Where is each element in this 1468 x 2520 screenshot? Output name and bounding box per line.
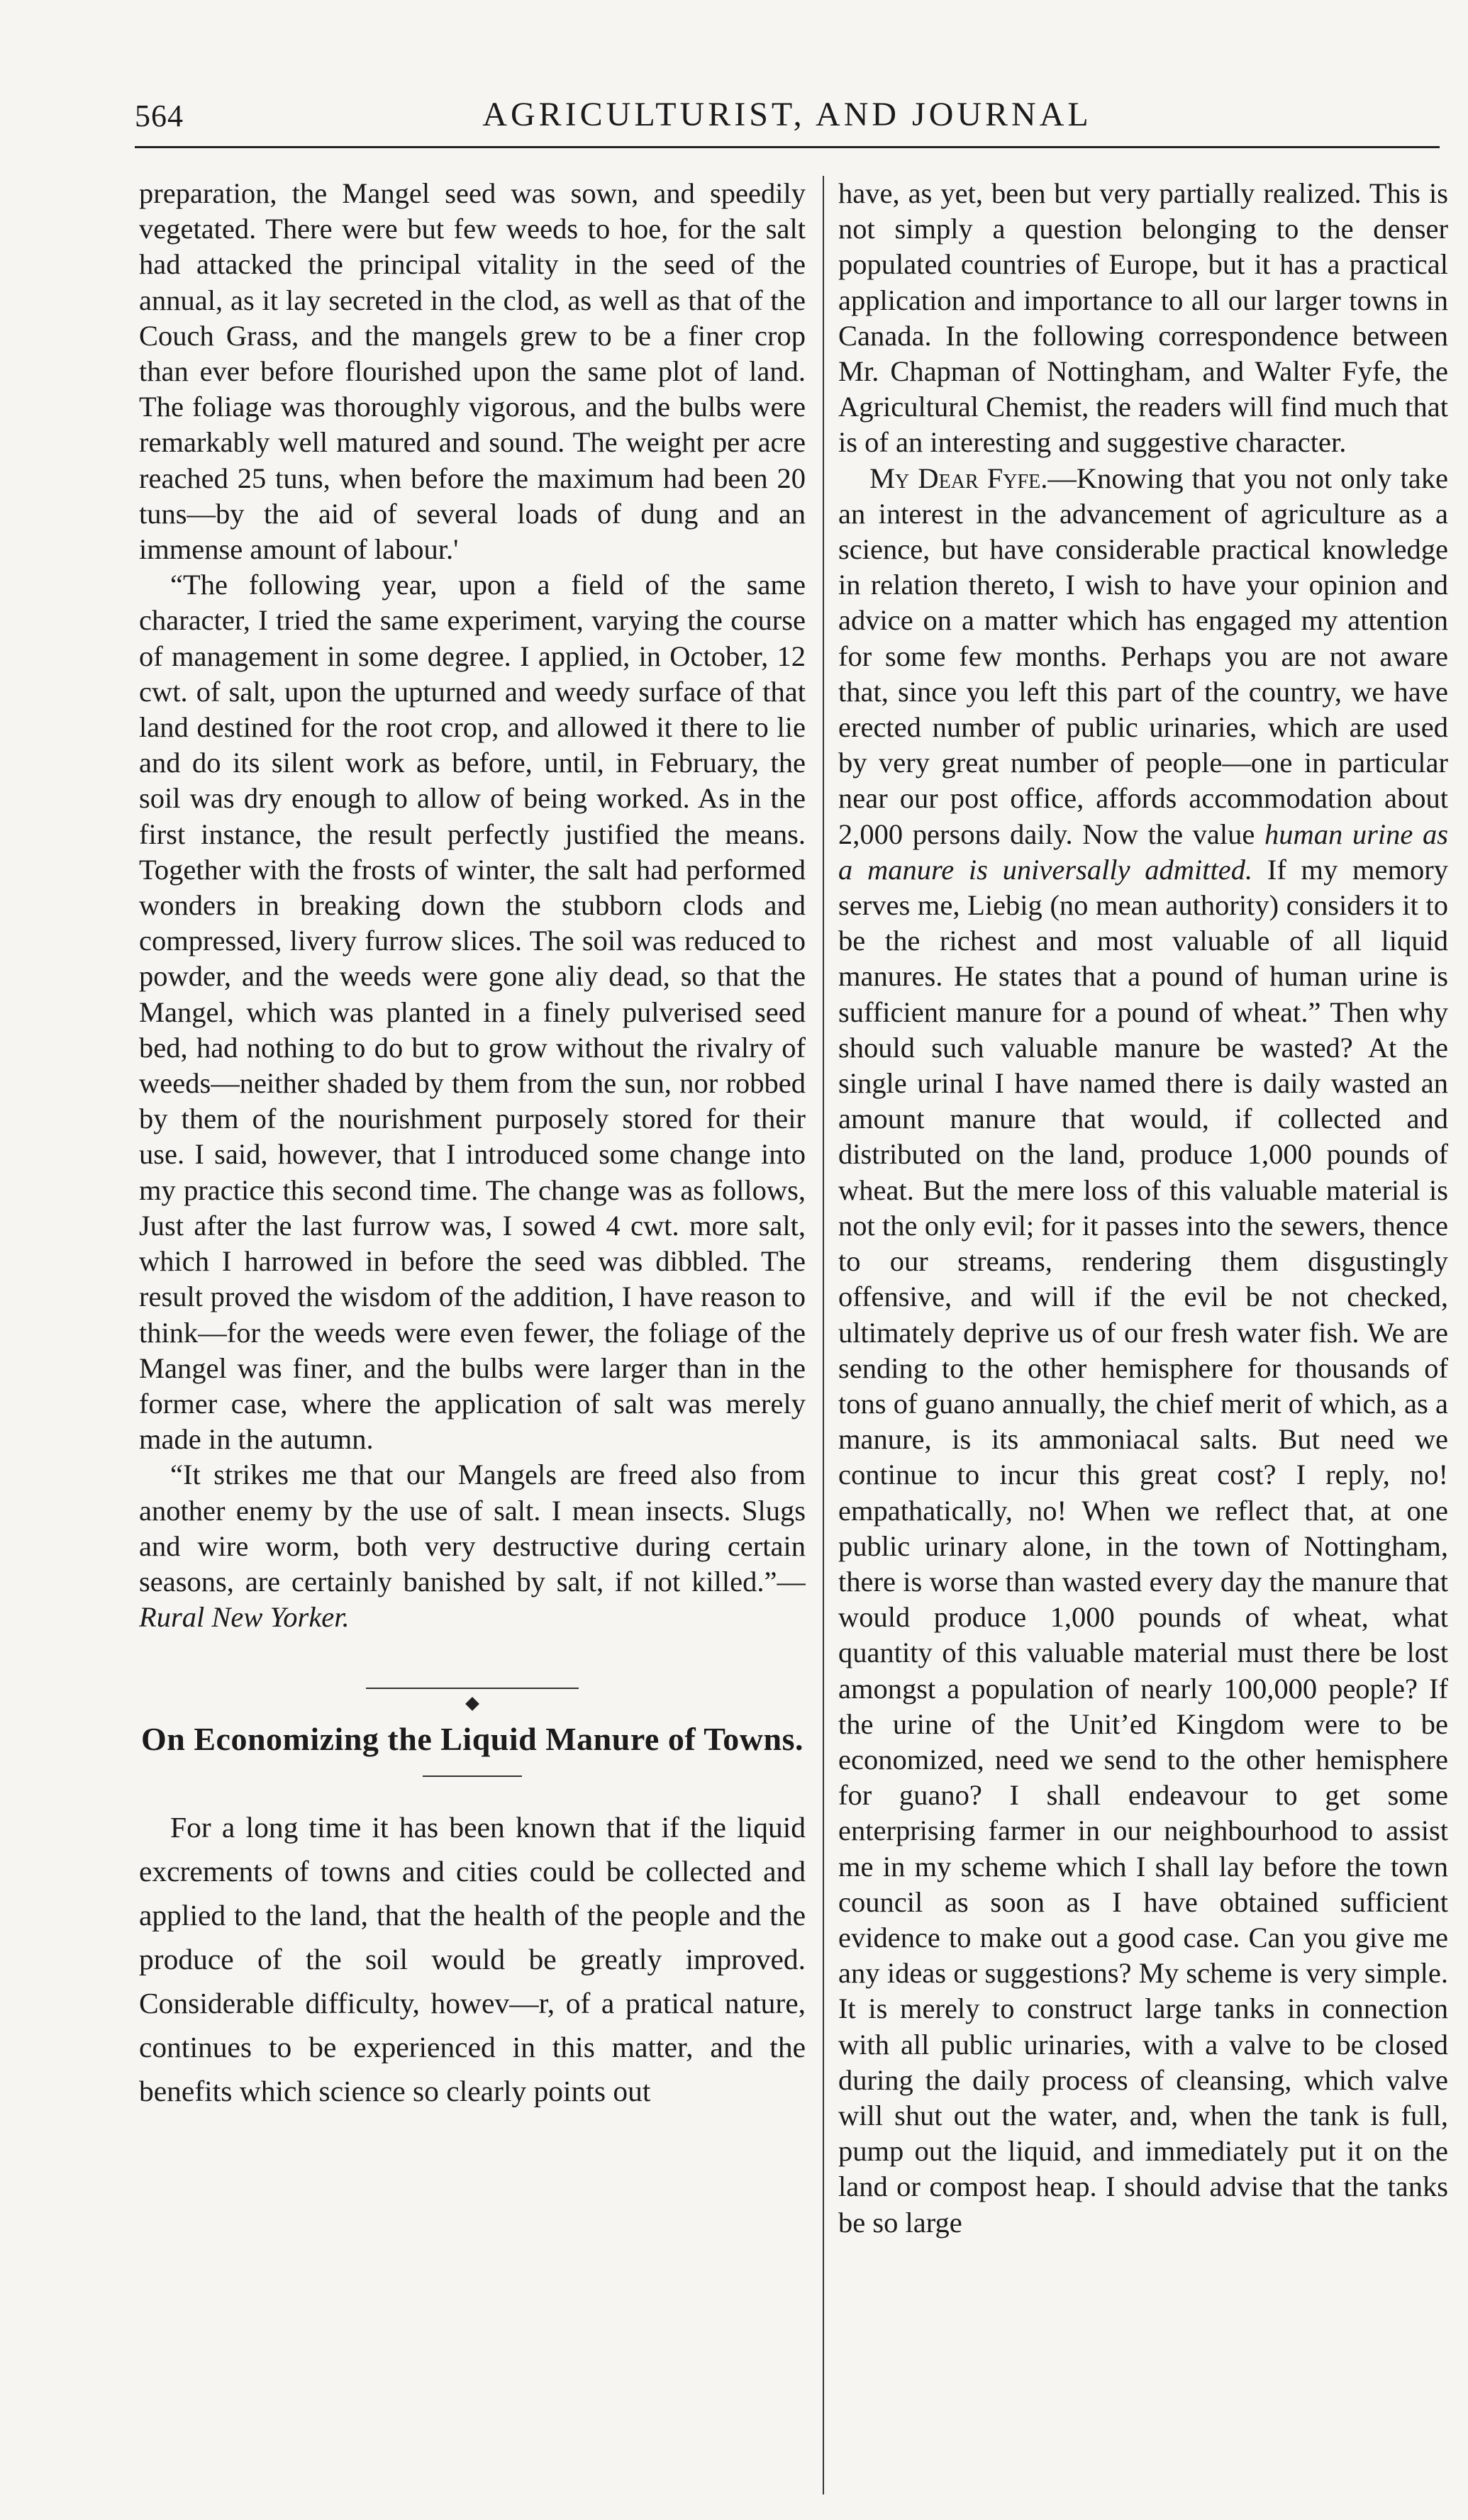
page-header (135, 91, 1440, 140)
paragraph-liquid-excrements: For a long time it has been known that if the liquid excrements of towns and cities could be collected and applied to the land, that the health of the people and the produce of the soil would be greatly improved. Considerable difficulty, howev—r, of a pratical nature, continues to be experienced in this matter, and the benefits which science so clearly points out (139, 1811, 806, 2108)
source-attribution: Rural New Yorker. (139, 1601, 350, 1634)
section-title: On Economizing the Liquid Manure of Towns. (141, 1721, 803, 1758)
letter-salutation: My Dear Fyfe. (869, 462, 1048, 494)
header-rule (135, 146, 1440, 148)
letter-text: —Knowing that you not only take an interest in the advancement of agriculture as a science, but have considerable practical knowledge in relation thereto, I wish to have your opinion and advice on a matter which has engaged my attention for some few months. Perhaps you are not aware that, since you left this part of the country, we have erected number of public urinaries, which are used by very great number of people—one in particular near our post office, affords accommodation about 2,000 persons daily. Now the value (838, 462, 1448, 850)
running-title: AGRICULTURIST, AND JOURNAL (482, 96, 1092, 133)
page-number: 564 (135, 99, 184, 133)
letter-italic-phrase: human urine as a manure is universally admitted. (838, 818, 1448, 886)
paragraph-insects (139, 1457, 806, 1635)
paragraph-following-year: “The following year, upon a field of the same character, I tried the same experiment, varying the course of management in some degree. I applied, in October, 12 cwt. of salt, upon the upturned and weedy surface of that land destined for the root crop, and allowed it there to lie and do its silent work as before, until, in February, the soil was dry enough to allow of being worked. As in the first instance, the result perfectly justified the means. Together with the frosts of winter, the salt had performed wonders in breaking down the stubborn clods and compressed, livery furrow slices. The soil was reduced to powder, and the weeds were gone aliy dead, so that the Mangel, which was planted in a finely pulverised seed bed, had nothing to do but to grow without the rivalry of weeds—neither shaded by them from the sun, nor robbed by them of the nourishment purposely stored for their use. I said, however, that I introduced some change into my practice this second time. The change was as follows, Just after the last furrow was, I sowed 4 cwt. more salt, which I harrowed in before the seed was dibbled. The result proved the wisdom of the addition, I have reason to think—for the weeds were even fewer, the foliage of the Mangel was finer, and the bulbs were larger than in the former case, where the application of salt was merely made in the autumn. (139, 569, 806, 1456)
column-rule (823, 176, 824, 2494)
right-column (838, 176, 1448, 2509)
paragraph-insects-text: “It strikes me that our Mangels are freed also from another enemy by the use of salt. I mean insects. Slugs and wire worm, both very destructive during certain seasons, are certainly banished by salt, if not killed.”— (139, 1459, 806, 1598)
section-separator (139, 1678, 806, 1699)
separator-ornament (465, 1697, 479, 1711)
letter-body (838, 461, 1448, 2241)
left-column (139, 176, 806, 2509)
title-rule (423, 1775, 522, 1777)
paragraph-realized: have, as yet, been but very partially realized. This is not simply a question belonging to the denser populated countries of Europe, but it has a practical application and importance to all our larger towns in Canada. In the following correspondence between Mr. Chapman of Nottingham, and Walter Fyfe, the Agricultural Chemist, the readers will find much that is of an interesting and suggestive character. (838, 177, 1448, 459)
letter-text-continued: If my memory serves me, Liebig (no mean authority) considers it to be the richest and most valuable of all liquid manures. He states that a pound of human urine is sufficient manure for a pound of wheat.” Then why should such valuable manure be wasted? At the single urinal I have named there is daily wasted an amount manure that would, if collected and distributed on the land, produce 1,000 pounds of wheat. But the mere loss of this valuable material is not the only evil; for it passes into the sewers, thence to our streams, rendering them disgustingly offensive, and will if the evil be not checked, ultimately deprive us of our fresh water fish. We are sending to the other hemisphere for thousands of tons of guano annually, the chief merit of which, as a manure, is its ammoniacal salts. But need we continue to incur this great cost? I reply, no! empathatically, no! When we reflect that, at one public urinary alone, in the town of Nottingham, there is worse than wasted every day the manure that would produce 1,000 pounds of wheat, what quantity of this valuable material must there be lost amongst a population of nearly 100,000 people? If the urine of the Unit’ed Kingdom were to be economized, need we send to the other hemisphere for guano? I shall endeavour to get some enterprising farmer in our neighbourhood to assist me in my scheme which I shall lay before the town council as soon as I have obtained sufficient evidence to make out a good case. Can you give me any ideas or suggestions? My scheme is very simple. It is merely to construct large tanks in connection with all public urinaries, with a valve to be closed during the daily process of cleansing, which valve will shut out the water, and, when the tank is full, pump out the liquid, and immediately put it on the land or compost heap. I should advise that the tanks be so large (838, 853, 1448, 2239)
paragraph-salt-mangel: preparation, the Mangel seed was sown, and speedily vegetated. There were but few weeds to hoe, for the salt had attacked the principal vitality in the seed of the annual, as it lay secreted in the clod, as well as that of the Couch Grass, and the mangels grew to be a finer crop than ever before flourished upon the same plot of land. The foliage was thoroughly vigorous, and the bulbs were remarkably well matured and sound. The weight per acre reached 25 tuns, when before the maximum had been 20 tuns—by the aid of several loads of dung and an immense amount of labour.' (139, 177, 806, 566)
